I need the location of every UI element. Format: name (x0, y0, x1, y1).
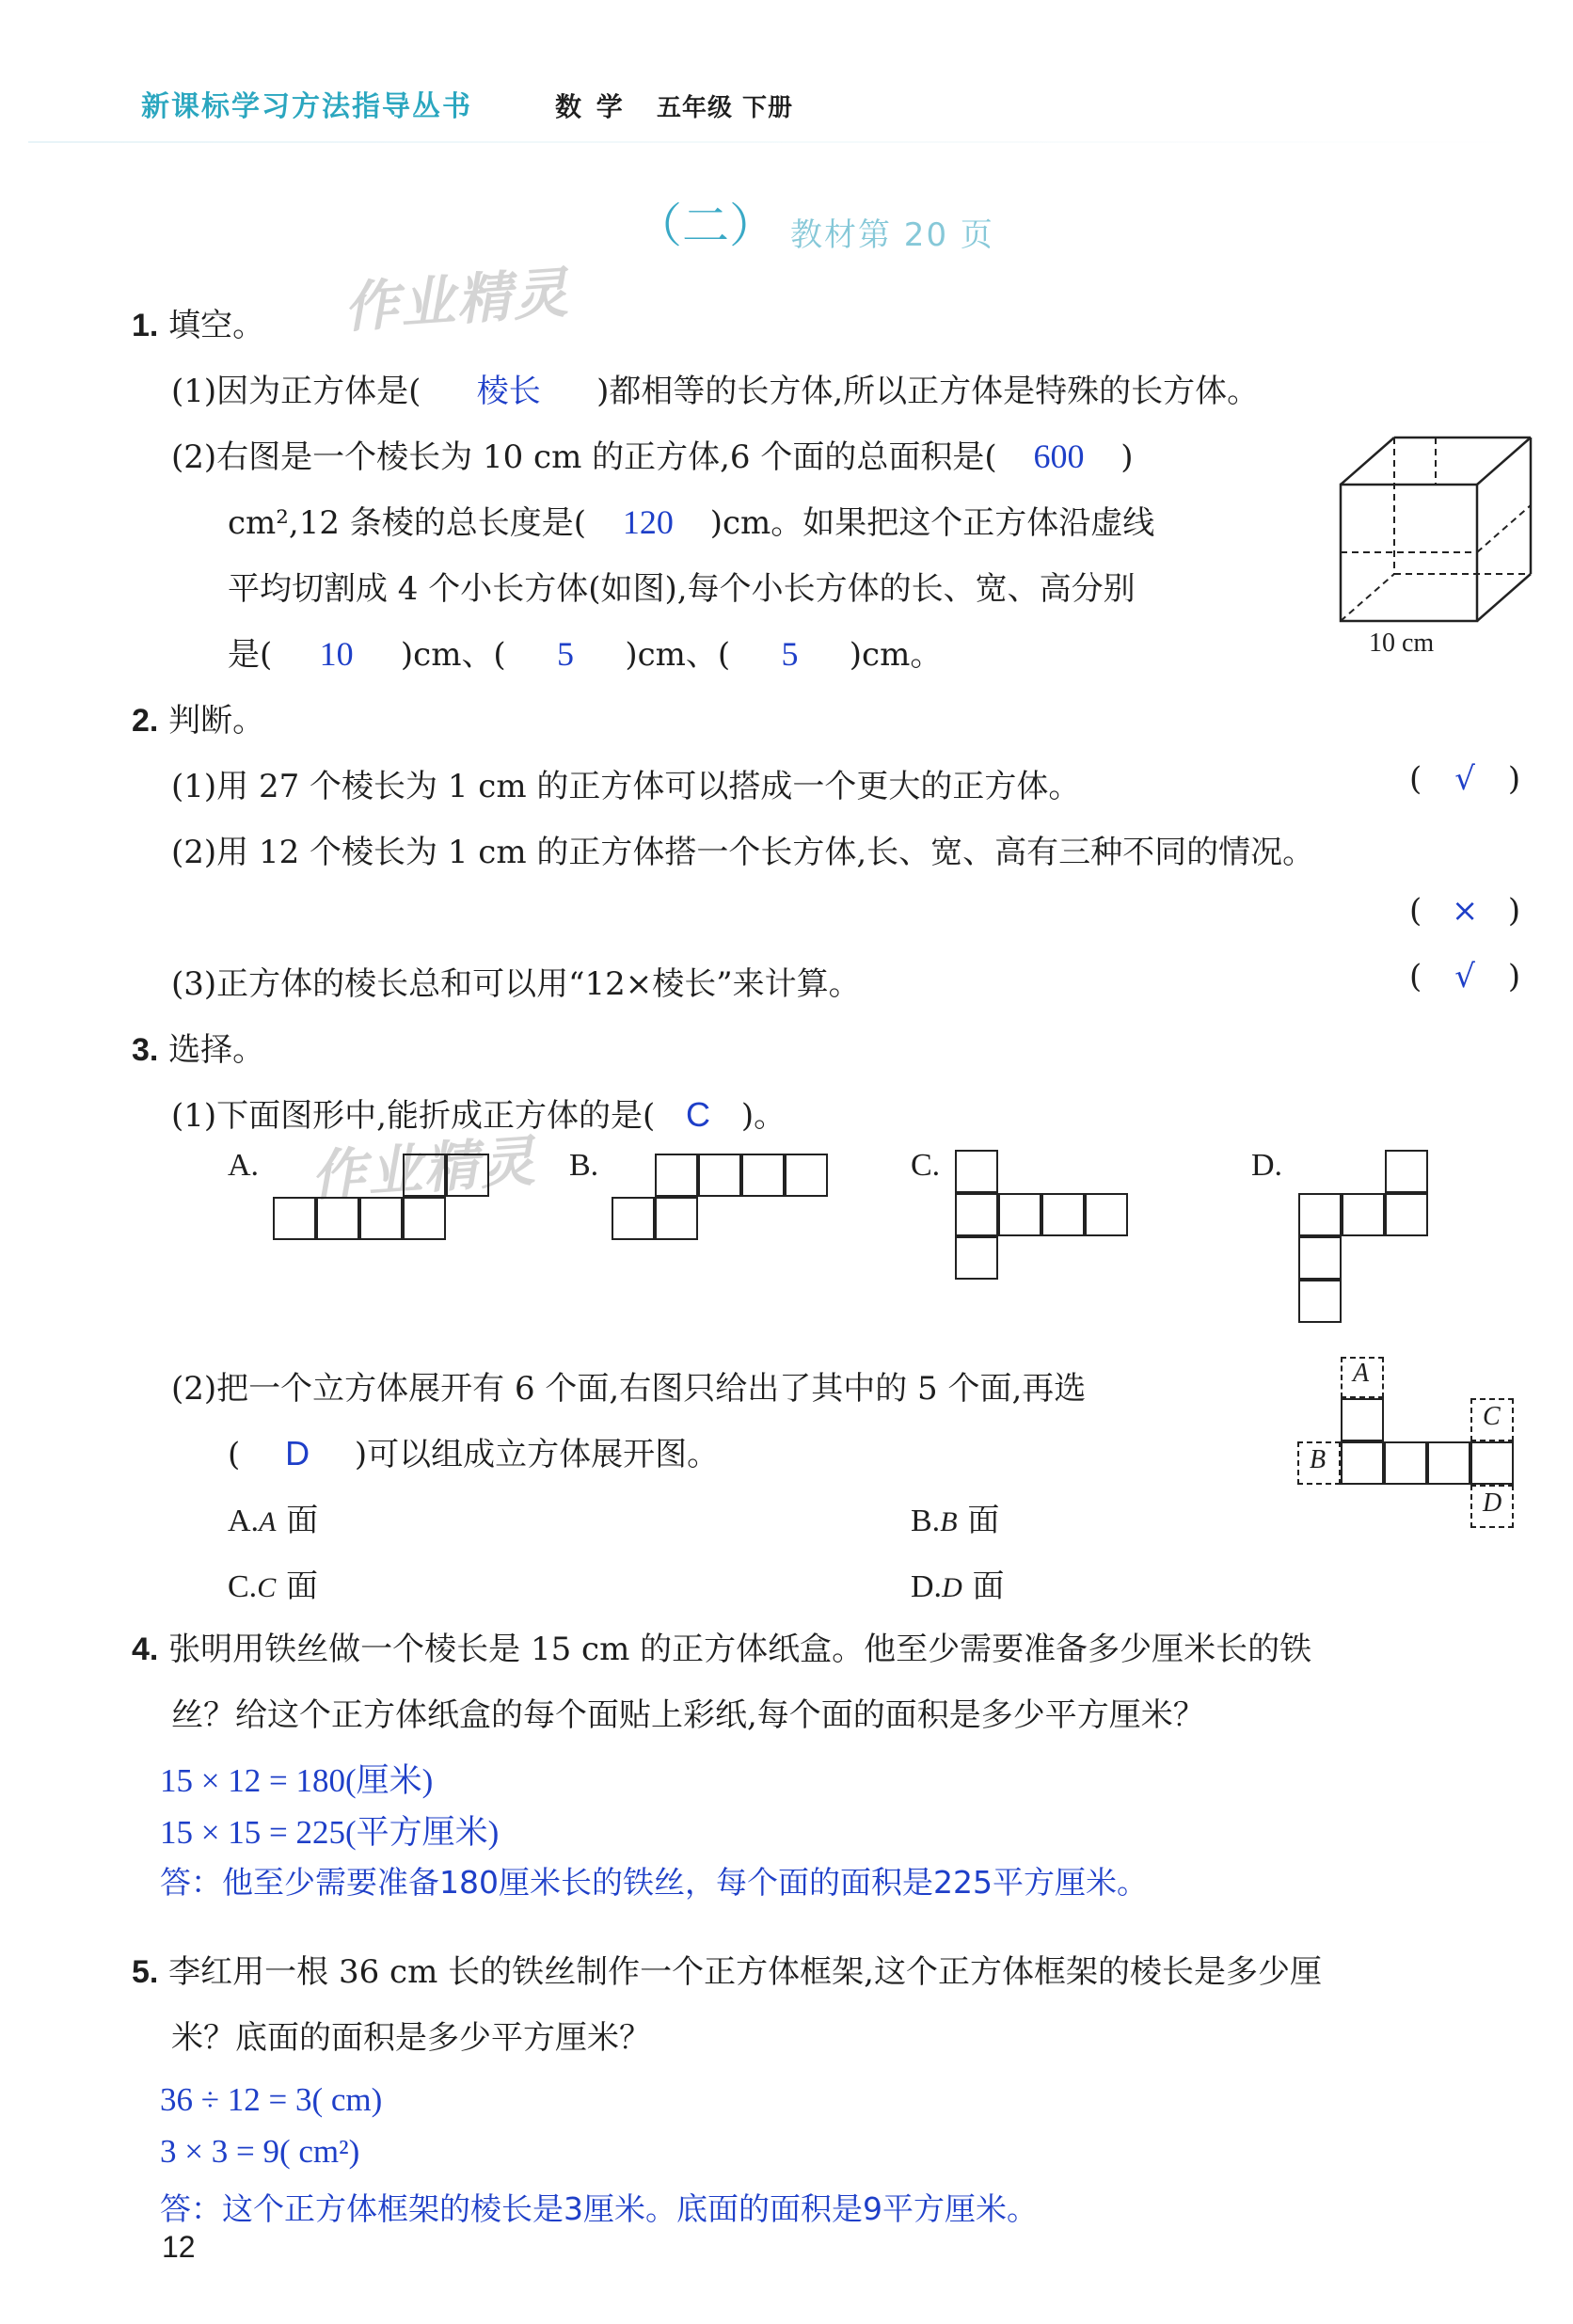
q2-answer-2-box (1409, 892, 1520, 930)
option-d-label: D. (1251, 1148, 1283, 1183)
q4-text-1: 张明用铁丝做一个棱长是 15 cm 的正方体纸盒。他至少需要准备多少厘米长的铁 (168, 1631, 1312, 1668)
watermark: 作业精灵 (342, 260, 572, 341)
q3-heading (132, 1024, 264, 1070)
q1-title: 填空。 (168, 307, 265, 344)
net-cell (698, 1154, 741, 1197)
q3-title: 选择。 (168, 1031, 265, 1069)
q1-p2-l4-a: 是( (228, 636, 273, 674)
header-rule (28, 141, 1543, 143)
subject-label: 数 学 (555, 91, 626, 122)
q5-text-1: 李红用一根 36 cm 长的铁丝制作一个正方体框架,这个正方体框架的棱长是多少厘 (168, 1953, 1322, 1991)
face-b-label: B (1310, 1445, 1327, 1474)
net-cell (1298, 1236, 1342, 1280)
rparen: ) (1507, 958, 1521, 995)
q1-p2-l2-pre: cm²,12 条棱的总长度是( (228, 504, 587, 542)
net-cell (1385, 1193, 1428, 1236)
net-cell (1298, 1193, 1342, 1236)
choice-face: C (257, 1572, 277, 1603)
choice-b (911, 1494, 999, 1540)
lparen: ( (1409, 892, 1422, 930)
choice-suffix: 面 (967, 1502, 1000, 1539)
choice-letter: C. (228, 1569, 258, 1604)
q2-answer-1-box (1409, 760, 1520, 798)
net-cell (1384, 1441, 1427, 1485)
lparen: ( (1409, 958, 1422, 995)
net-cell (955, 1150, 998, 1193)
choice-face: B (940, 1506, 958, 1537)
choice-face: D (942, 1572, 962, 1603)
net-cell (741, 1154, 785, 1197)
net-cell (1341, 1441, 1384, 1485)
q1-p2-line1 (171, 431, 1134, 477)
choice-letter: A. (228, 1504, 260, 1538)
q2-item-3: (3)正方体的棱长总和可以用“12×棱长”来计算。 (171, 965, 861, 1003)
net-cell (1085, 1193, 1128, 1236)
q1-p1-post: )都相等的长方体,所以正方体是特殊的长方体。 (596, 373, 1260, 410)
net-cell (998, 1193, 1041, 1236)
choice-a (228, 1494, 318, 1540)
net-cell (1470, 1441, 1514, 1485)
q1-p2-line4 (228, 629, 942, 675)
q4-number: 4. (132, 1632, 159, 1667)
q2-item-1: (1)用 27 个棱长为 1 cm 的正方体可以搭成一个更大的正方体。 (171, 768, 1081, 805)
grade-label: 五年级 下册 (657, 94, 794, 122)
net-cell (403, 1154, 446, 1197)
q1-p1-pre: (1)因为正方体是( (171, 373, 421, 410)
q1-p2-line3: 平均切割成 4 个小长方体(如图),每个小长方体的长、宽、高分别 (228, 570, 1136, 608)
net-cell (1385, 1150, 1428, 1193)
net-cell (1342, 1193, 1385, 1236)
net-cell (273, 1197, 316, 1240)
choice-face: A (259, 1506, 277, 1537)
q1-p2-l4-c: )cm、( (625, 636, 731, 674)
section-page-ref: 教材第 20 页 (790, 216, 994, 254)
q4-line1 (132, 1623, 1311, 1669)
q2-title: 判断。 (168, 702, 265, 740)
choice-suffix: 面 (972, 1568, 1005, 1605)
net-cell (785, 1154, 828, 1197)
q3-number: 3. (132, 1032, 159, 1068)
q3-p2-l2-post: )可以组成立方体展开图。 (354, 1436, 720, 1473)
q5-line2: 米？底面的面积是多少平方厘米？ (171, 2019, 651, 2057)
net-cell (316, 1197, 359, 1240)
q2-answer-1: √ (1454, 760, 1475, 798)
q1-p2-l2-post: )cm。如果把这个正方体沿虚线 (709, 504, 1155, 542)
net-cell (359, 1197, 403, 1240)
q2-heading (132, 694, 264, 740)
q1-p1-answer: 棱长 (476, 373, 541, 410)
q1-p2-l4-b: )cm、( (400, 636, 506, 674)
q1-p2-answer-length-dim: 10 (319, 635, 354, 673)
face-d-label: D (1483, 1488, 1502, 1518)
q4-line2: 丝？给这个正方体纸盒的每个面贴上彩纸,每个面的面积是多少平方厘米？ (171, 1696, 1205, 1734)
option-a-label: A. (228, 1148, 260, 1183)
rparen: ) (1507, 892, 1521, 930)
q5-answer-sentence: 答：这个正方体框架的棱长是3厘米。底面的面积是9平方厘米。 (160, 2190, 1038, 2227)
choice-c (228, 1560, 318, 1606)
net-cell (446, 1154, 489, 1197)
q5-answer-1: 36 ÷ 12 = 3( cm) (160, 2081, 383, 2118)
net-cell (955, 1193, 998, 1236)
net-cell (1041, 1193, 1085, 1236)
option-c-label: C. (911, 1148, 941, 1183)
q1-p2-l1-pre: (2)右图是一个棱长为 10 cm 的正方体,6 个面的总面积是( (171, 438, 997, 476)
q2-answer-2: × (1451, 892, 1479, 930)
q1-p2-answer-length: 120 (622, 503, 674, 541)
q3-p2-l2-pre: ( (228, 1436, 241, 1473)
q3-p2-line2 (228, 1428, 719, 1474)
q1-number: 1. (132, 308, 159, 343)
cube-edge-label: 10 cm (1369, 629, 1435, 658)
q5-number: 5. (132, 1954, 159, 1990)
q4-answer-1: 15 × 12 = 180(厘米) (160, 1762, 434, 1799)
q2-number: 2. (132, 703, 159, 739)
q1-p2-answer-height-dim: 5 (781, 635, 799, 673)
face-c-label: C (1483, 1402, 1501, 1431)
choice-letter: B. (911, 1504, 941, 1538)
q1-p2-answer-width-dim: 5 (557, 635, 575, 673)
q5-line1 (132, 1946, 1322, 1992)
net-cell (955, 1236, 998, 1280)
series-title: 新课标学习方法指导丛书 (141, 90, 472, 123)
option-b-label: B. (569, 1148, 599, 1183)
net-cell (403, 1197, 446, 1240)
rparen: ) (1507, 760, 1521, 798)
q1-p2-line2 (228, 497, 1154, 543)
net-cell (655, 1154, 698, 1197)
q1-p2-l4-d: )cm。 (849, 636, 943, 674)
net-cell (1341, 1398, 1384, 1441)
page-number: 12 (162, 2230, 196, 2264)
q3-p1-post: )。 (740, 1097, 786, 1135)
net-cell (655, 1197, 698, 1240)
net-cell (1427, 1441, 1470, 1485)
q1-p1 (171, 365, 1259, 411)
q4-answer-sentence: 答：他至少需要准备180厘米长的铁丝，每个面的面积是225平方厘米。 (160, 1864, 1148, 1901)
watermark: 作业精灵 (309, 1128, 539, 1209)
choice-suffix: 面 (286, 1568, 319, 1605)
q1-p2-l1-post: ) (1120, 438, 1134, 476)
cube-figure (1336, 428, 1543, 630)
net-cell (1298, 1280, 1342, 1323)
q2-item-2: (2)用 12 个棱长为 1 cm 的正方体搭一个长方体,长、宽、高有三种不同的情况。 (171, 834, 1315, 871)
q3-p2-line1: (2)把一个立方体展开有 6 个面,右图只给出了其中的 5 个面,再选 (171, 1370, 1087, 1408)
section-title: （二） (635, 199, 776, 253)
face-a-label: A (1353, 1359, 1370, 1388)
q5-answer-2: 3 × 3 = 9( cm²) (160, 2133, 360, 2170)
q1-p2-answer-area: 600 (1033, 438, 1085, 475)
q3-p1-answer: C (686, 1095, 711, 1134)
q3-p1 (171, 1090, 786, 1136)
choice-letter: D. (911, 1569, 943, 1604)
q3-p2-answer: D (285, 1434, 310, 1472)
choice-d (911, 1560, 1005, 1606)
choice-suffix: 面 (286, 1502, 319, 1539)
q2-answer-3: √ (1454, 958, 1475, 995)
q2-answer-3-box (1409, 958, 1520, 995)
lparen: ( (1409, 760, 1422, 798)
q4-answer-2: 15 × 15 = 225(平方厘米) (160, 1814, 500, 1851)
q3-p1-pre: (1)下面图形中,能折成正方体的是( (171, 1097, 656, 1135)
net-cell (612, 1197, 655, 1240)
q1-heading (132, 299, 264, 345)
